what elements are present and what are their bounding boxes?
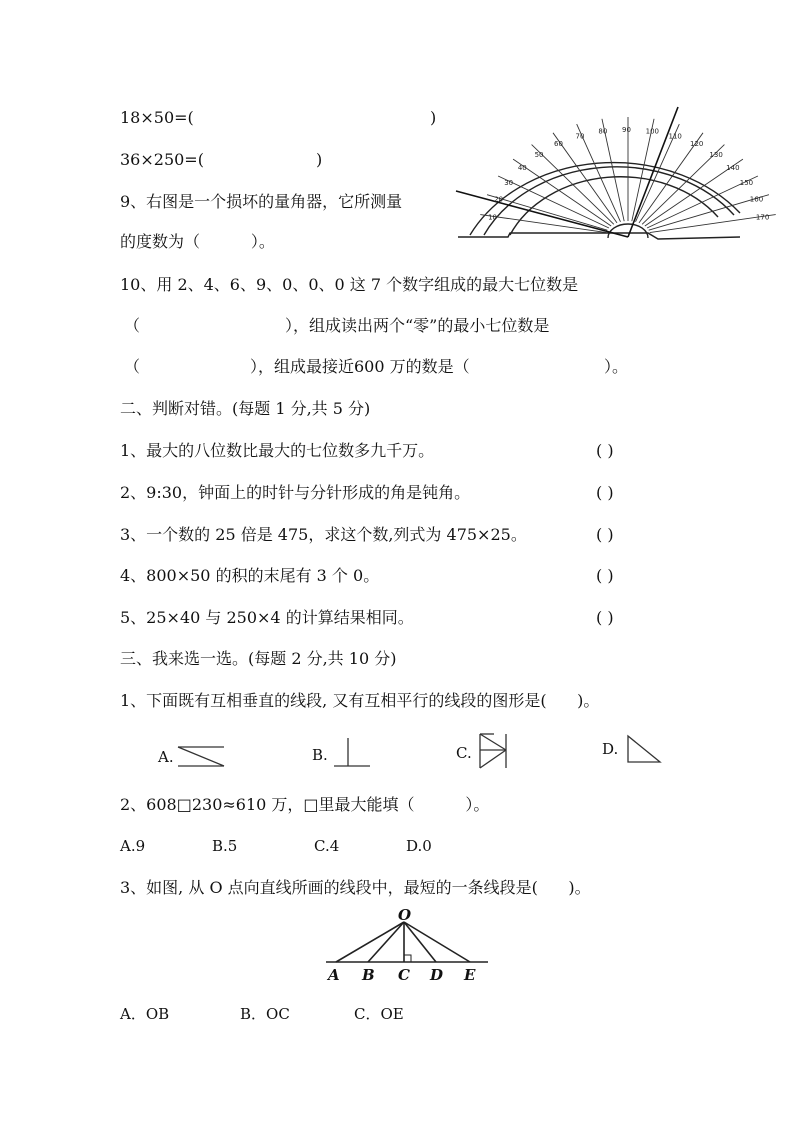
shape-z-icon [176,744,228,770]
segments-from-point-figure [322,906,492,985]
protractor-tick-label: 20 [494,195,504,204]
choice-q3-option-b[interactable]: B．OC [240,1005,290,1023]
choice-q1: 1、下面既有互相垂直的线段, 又有互相平行的线段的图形是( )。 [120,691,600,710]
q10-line3-close: ）。 [604,357,629,376]
calc-q1: 18×50=( [120,108,194,127]
judge-item-1: 1、最大的八位数比最大的七位数多九千万。 [120,441,435,460]
point-a-label: A [328,966,340,984]
protractor-tick-label: 50 [534,150,544,159]
judge-paren-5[interactable]: ( ) [596,608,614,627]
q10-line2-rest: ），组成读出两个“零”的最小七位数是 [285,316,550,335]
choice-q2-option-c[interactable]: C.4 [314,837,340,855]
q10-line3-rest: ），组成最接近600 万的数是（ [250,357,470,376]
protractor-tick-label: 170 [755,213,770,222]
q10-line2-open: （ [124,316,141,335]
protractor-tick-label: 60 [554,140,563,149]
point-o-label: O [398,906,412,924]
point-e-label: E [464,966,476,984]
judge-item-2: 2、9:30，钟面上的时针与分针形成的角是钝角。 [120,483,471,502]
choice-q3: 3、如图, 从 O 点向直线所画的线段中，最短的一条线段是( )。 [120,878,591,897]
protractor-tick-label: 100 [645,127,659,136]
choice-q1-option-a[interactable]: A. [158,748,174,766]
protractor-tick-label: 70 [575,132,585,141]
choice-q2-option-d[interactable]: D.0 [406,837,432,855]
judge-item-4: 4、800×50 的积的末尾有 3 个 0。 [120,566,380,585]
judge-paren-1[interactable]: ( ) [596,441,614,460]
judge-paren-3[interactable]: ( ) [596,525,614,544]
calc-q2: 36×250=( [120,150,204,169]
shape-triangle-icon [624,734,664,766]
q10-line1: 10、用 2、4、6、9、0、0、0 这 7 个数字组成的最大七位数是 [120,275,579,294]
judge-item-3: 3、一个数的 25 倍是 475，求这个数,列式为 475×25。 [120,525,527,544]
judge-item-5: 5、25×40 与 250×4 的计算结果相同。 [120,608,414,627]
section3-title: 三、我来选一选。(每题 2 分,共 10 分) [120,649,397,668]
broken-protractor-figure [448,95,770,255]
choice-q2-option-b[interactable]: B.5 [212,837,238,855]
q9-line2: 的度数为（ ）。 [120,232,275,251]
protractor-radial-line [480,215,606,233]
protractor-tick-label: 40 [517,163,527,172]
protractor-tick-label: 110 [668,132,682,141]
protractor-tick-label: 130 [709,150,723,159]
protractor-tick-label: 140 [726,163,740,172]
calc-q2-close: ) [316,150,323,169]
protractor-tick-label: 80 [598,127,608,136]
choice-q1-option-d[interactable]: D. [602,740,619,758]
choice-q3-option-c[interactable]: C．OE [354,1005,404,1023]
protractor-tick-label: 150 [739,179,754,187]
protractor-tick-label: 30 [504,179,514,187]
calc-q1-close: ) [430,108,437,127]
q9-line1: 9、右图是一个损坏的量角器，它所测量 [120,192,403,211]
protractor-radial-line [532,145,614,225]
protractor-tick-label: 160 [749,195,764,204]
point-c-label: C [398,966,410,984]
q10-line3-open: （ [124,357,141,376]
choice-q1-option-b[interactable]: B. [312,746,328,764]
choice-q2: 2、608□230≈610 万，□里最大能填（ ）。 [120,795,490,814]
judge-paren-4[interactable]: ( ) [596,566,614,585]
protractor-tick-label: 10 [488,213,497,222]
choice-q2-option-a[interactable]: A.9 [120,837,146,855]
choice-q1-option-c[interactable]: C. [456,744,472,762]
protractor-radial-line [498,176,609,228]
protractor-tick-label: 90 [622,126,631,134]
section2-title: 二、判断对错。(每题 1 分,共 5 分) [120,399,371,418]
point-d-label: D [430,966,444,984]
judge-paren-2[interactable]: ( ) [596,483,614,502]
shape-crossed-rect-icon [476,732,512,772]
choice-q3-option-a[interactable]: A．OB [120,1005,170,1023]
shape-perpendicular-icon [332,736,372,770]
protractor-tick-label: 120 [690,140,704,149]
point-b-label: B [362,966,375,984]
